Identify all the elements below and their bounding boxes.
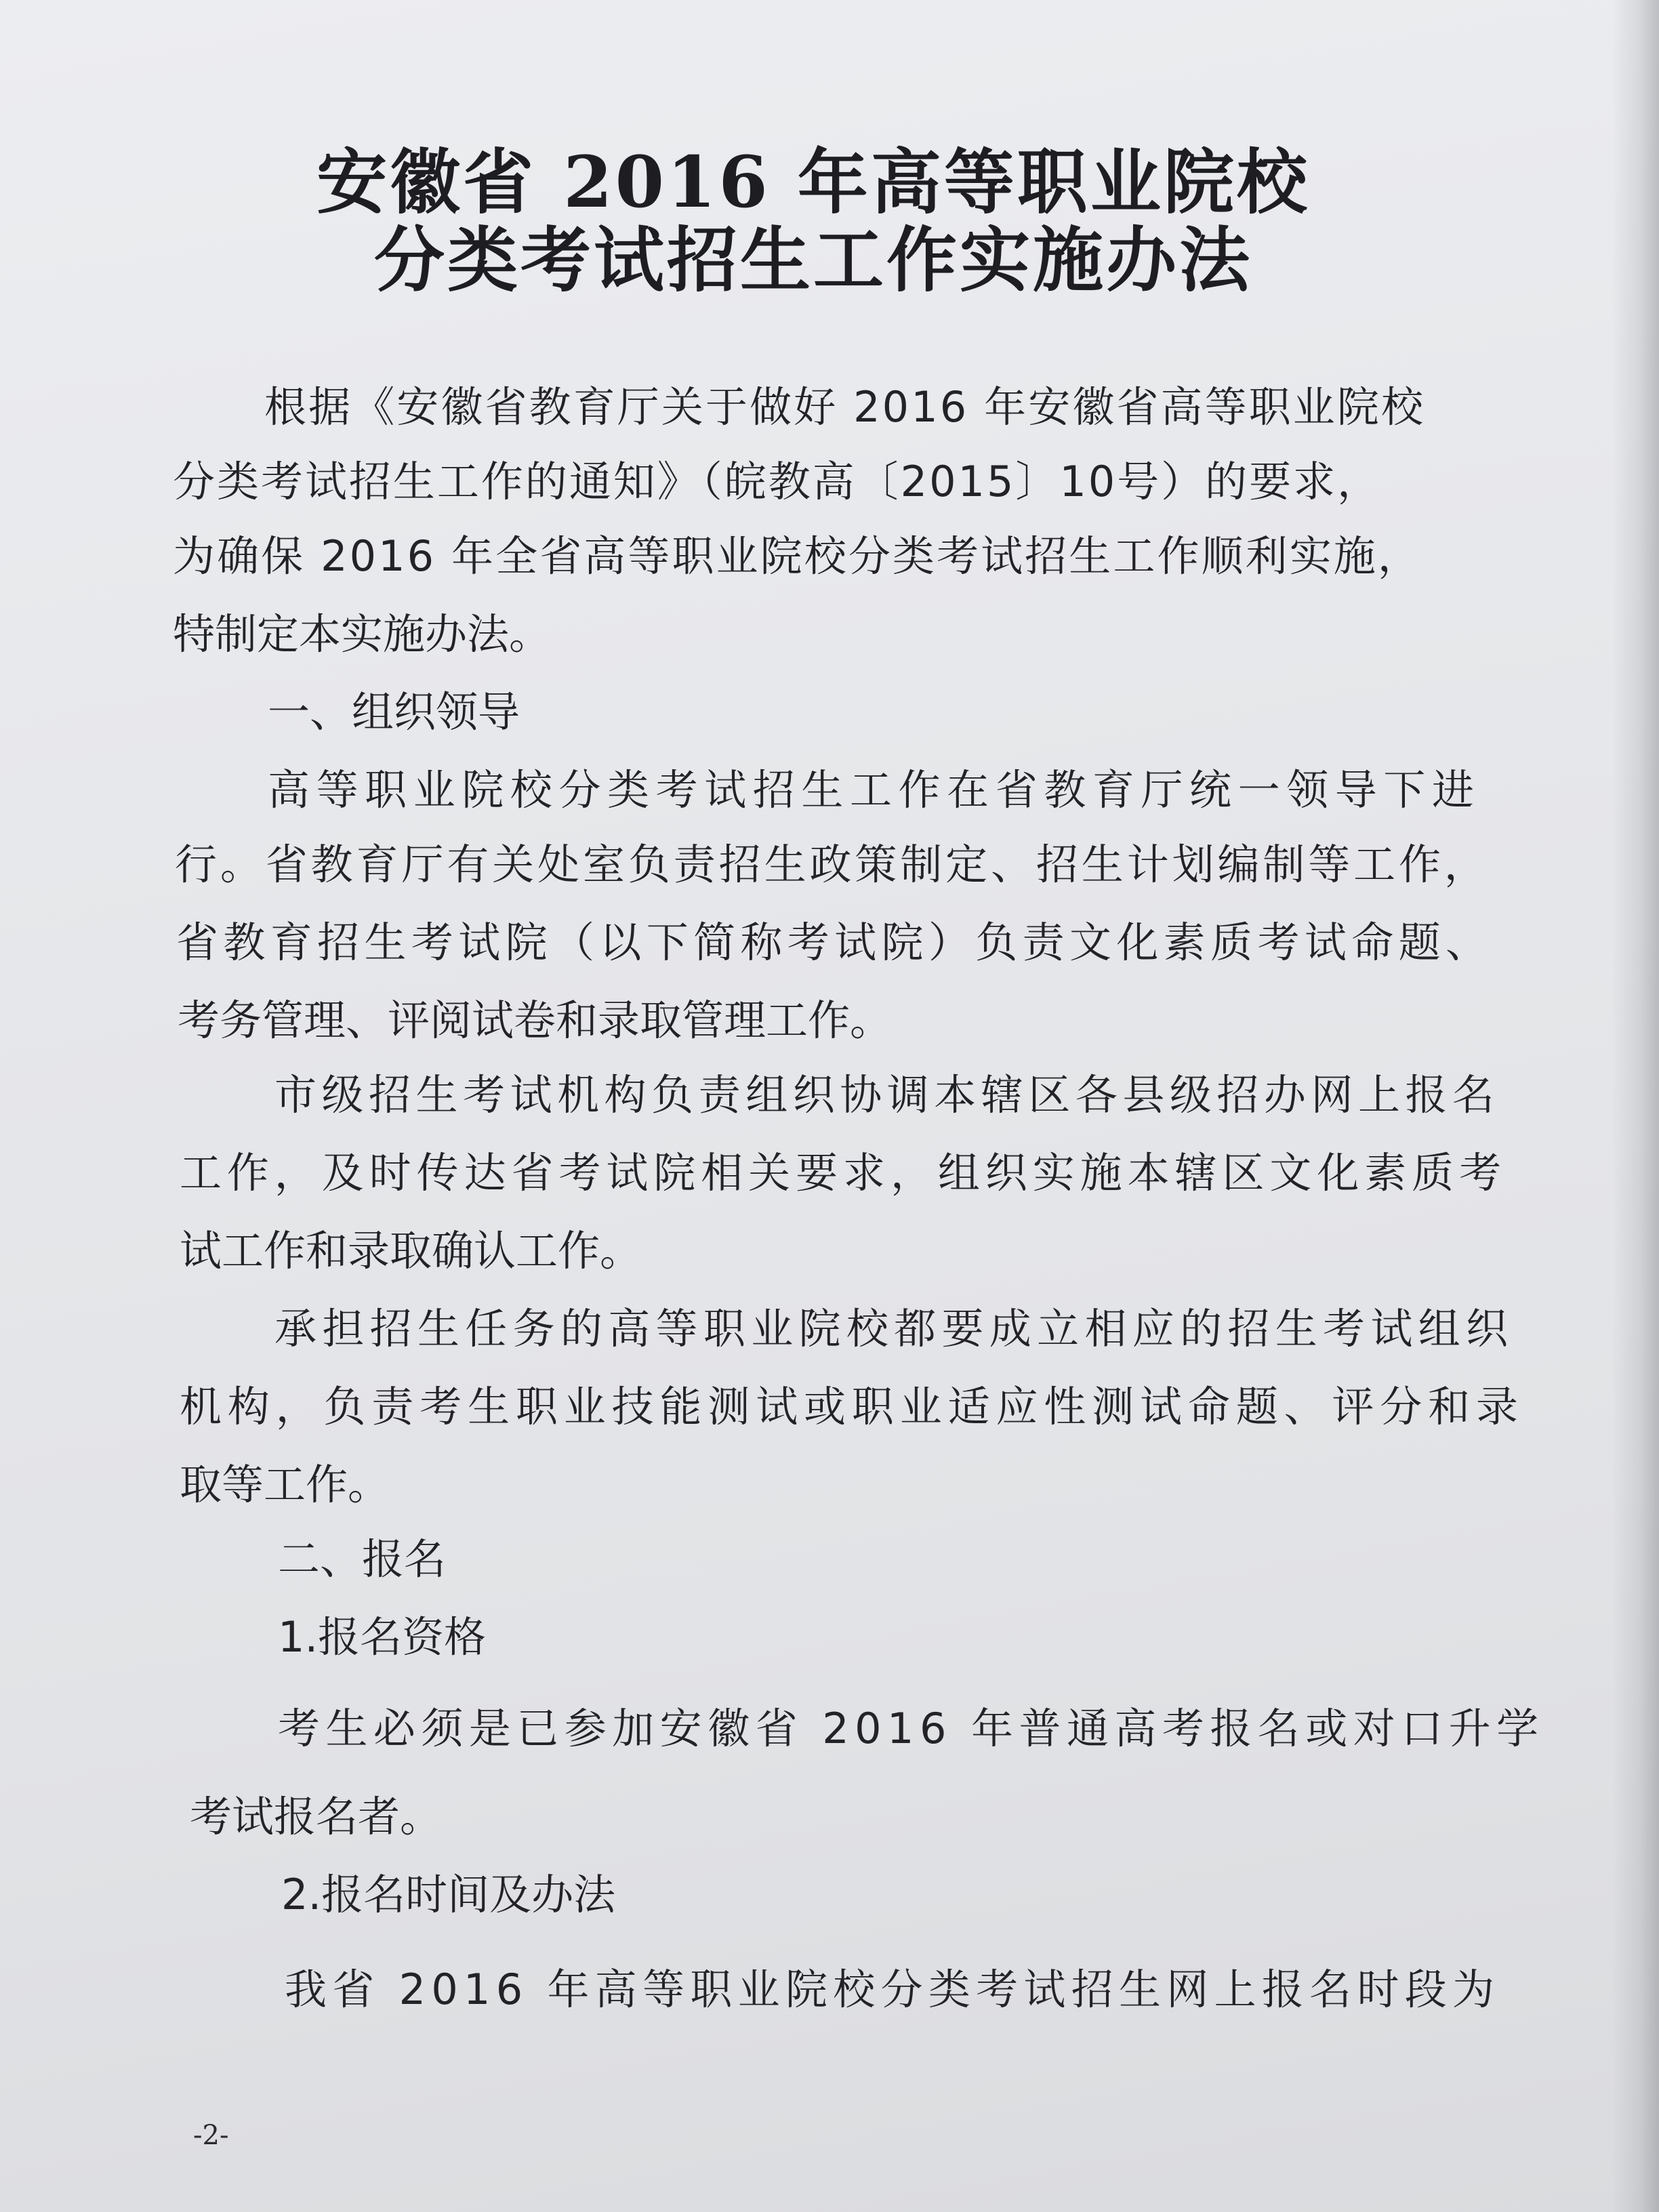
body-line: 考生必须是已参加安徽省 2016 年普通高考报名或对口升学 [278, 1704, 1544, 1753]
body-line: 根据《安徽省教育厅关于做好 2016 年安徽省高等职业院校 [264, 382, 1426, 432]
body-line: 工作，及时传达省考试院相关要求，组织实施本辖区文化素质考 [180, 1148, 1507, 1197]
document-title-line-1: 安徽省 2016 年高等职业院校 [316, 140, 1310, 224]
body-line: 省教育招生考试院（以下简称考试院）负责文化素质考试命题、 [176, 918, 1493, 967]
body-line: 市级招生考试机构负责组织协调本辖区各县级招办网上报名 [274, 1070, 1500, 1120]
body-line: 特制定本实施办法。 [173, 609, 552, 659]
page-edge-shadow [1612, 0, 1659, 2212]
body-line: 行。省教育厅有关处室负责招生政策制定、招生计划编制等工作， [175, 840, 1490, 889]
section-heading: 二、报名 [278, 1534, 447, 1584]
subsection-heading: 2.报名时间及办法 [281, 1870, 616, 1919]
section-heading: 一、组织领导 [268, 687, 520, 737]
body-line: 考试报名者。 [190, 1792, 443, 1841]
body-line: 为确保 2016 年全省高等职业院校分类考试招生工作顺利实施， [173, 531, 1422, 581]
body-line: 承担招生任务的高等职业院校都要成立相应的招生考试组织 [274, 1304, 1514, 1353]
body-line: 我省 2016 年高等职业院校分类考试招生网上报名时段为 [285, 1965, 1500, 2014]
page-number: -2- [193, 2120, 229, 2151]
body-line: 机构，负责考生职业技能测试或职业适应性测试命题、评分和录 [180, 1382, 1524, 1431]
subsection-heading: 1.报名资格 [278, 1612, 487, 1662]
document-title-line-2: 分类考试招生工作实施办法 [373, 218, 1252, 302]
body-line: 分类考试招生工作的通知》（皖教高〔2015〕10号）的要求， [173, 457, 1382, 506]
body-line: 高等职业院校分类考试招生工作在省教育厅统一领导下进 [268, 765, 1481, 815]
body-line: 试工作和录取确认工作。 [180, 1226, 642, 1275]
body-line: 考务管理、评阅试卷和录取管理工作。 [178, 996, 893, 1045]
body-line: 取等工作。 [180, 1460, 390, 1509]
